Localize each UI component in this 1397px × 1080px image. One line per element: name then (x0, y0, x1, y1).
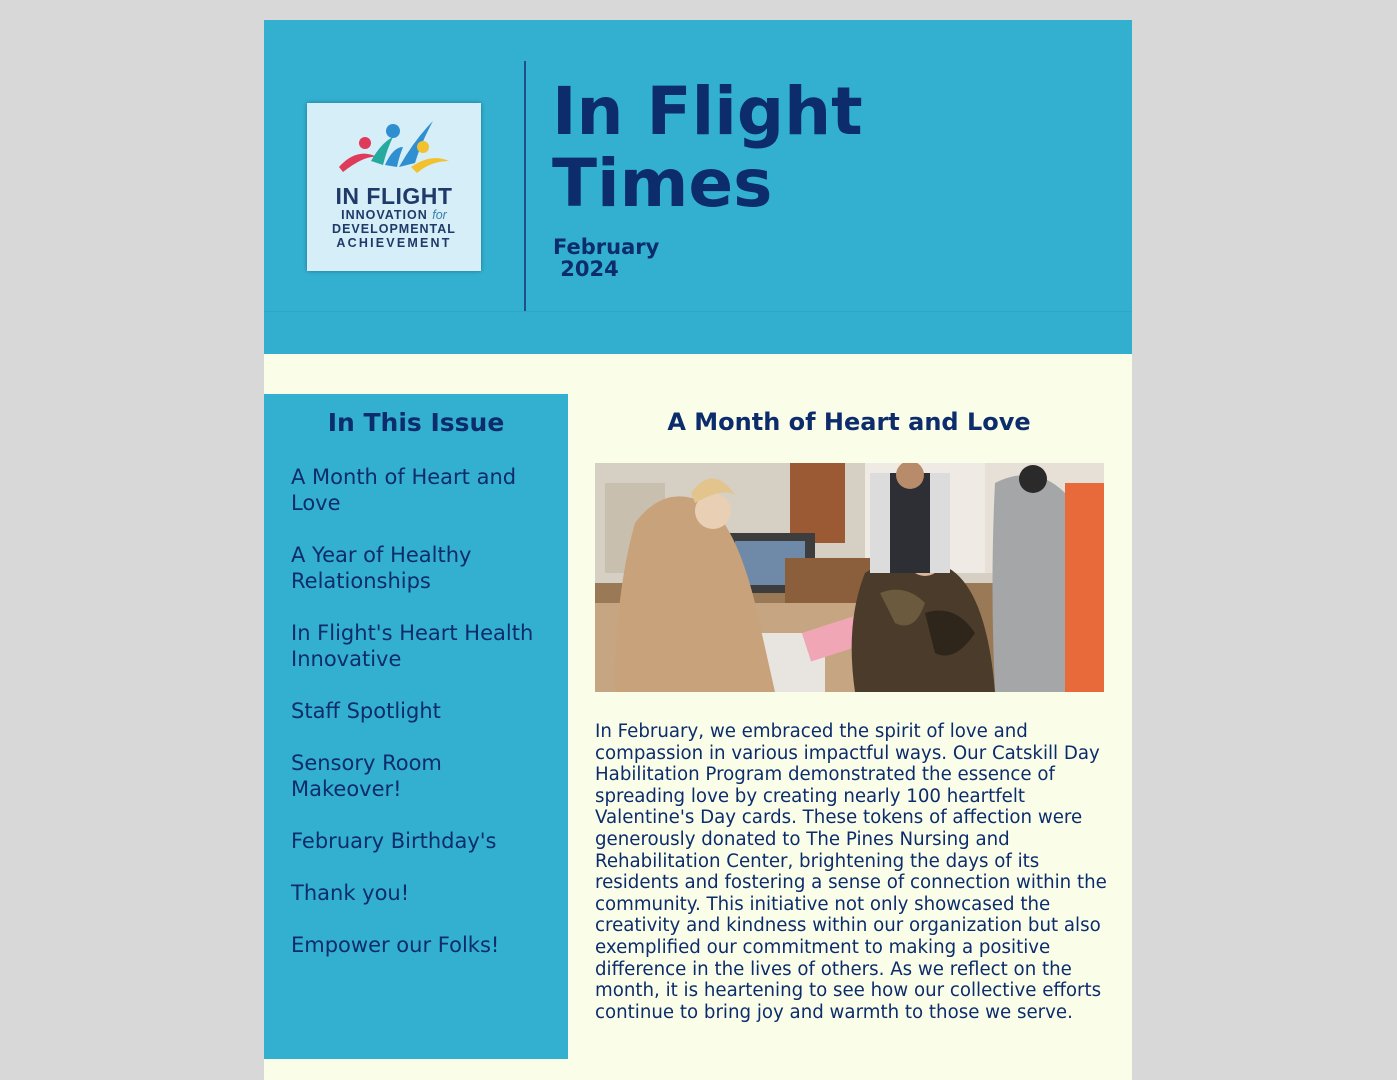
article-body: In February, we embraced the spirit of love and compassion in various impactful ways. Our Catskill Day Habilitation Program demonstrated the essence of spreading love by creating nearly 100 heartfelt Valentine's Day cards. These tokens of affection were generously donated to The Pines Nursing and Rehabilitation Center, brightening the days of its residents and fostering a sense of connection within the community. This initiative not only showcased the creativity and kindness within our organization but also exemplified our commitment to making a positive difference in the lives of others. As we reflect on the month, it is heartening to see how our collective efforts continue to bring joy and warmth to those we serve. (595, 721, 1107, 1023)
logo-tagline-2: DEVELOPMENTAL (332, 222, 456, 236)
newsletter-title: In Flight Times (552, 73, 863, 222)
header-divider (524, 61, 526, 312)
photo-illustration (595, 463, 1104, 692)
logo-figures-icon (335, 117, 453, 179)
sidebar-title: In This Issue (327, 408, 505, 437)
issue-date: February 2024 (553, 235, 660, 281)
article-photo (595, 463, 1104, 692)
newsletter-header (264, 20, 1132, 353)
toc-item[interactable]: In Flight's Heart Health Innovative (291, 621, 534, 671)
table-of-contents (291, 464, 551, 984)
header-band (264, 311, 1132, 354)
in-flight-logo (307, 103, 481, 271)
toc-item[interactable]: Thank you! (291, 881, 410, 905)
toc-item[interactable]: Sensory Room Makeover! (291, 751, 442, 801)
toc-item[interactable]: A Month of Heart and Love (291, 465, 517, 515)
logo-tagline-3: ACHIEVEMENT (336, 236, 452, 250)
toc-item[interactable]: February Birthday's (291, 829, 497, 853)
newsletter-page (264, 20, 1132, 1080)
toc-item[interactable]: Empower our Folks! (291, 933, 500, 957)
article-title: A Month of Heart and Love (667, 408, 1031, 436)
toc-item[interactable]: Staff Spotlight (291, 699, 441, 723)
toc-item[interactable]: A Year of Healthy Relationships (291, 543, 472, 593)
logo-wordmark: IN FLIGHT (335, 183, 453, 209)
logo-tagline-1: INNOVATION for (341, 208, 447, 222)
in-this-issue-sidebar (264, 394, 568, 1059)
